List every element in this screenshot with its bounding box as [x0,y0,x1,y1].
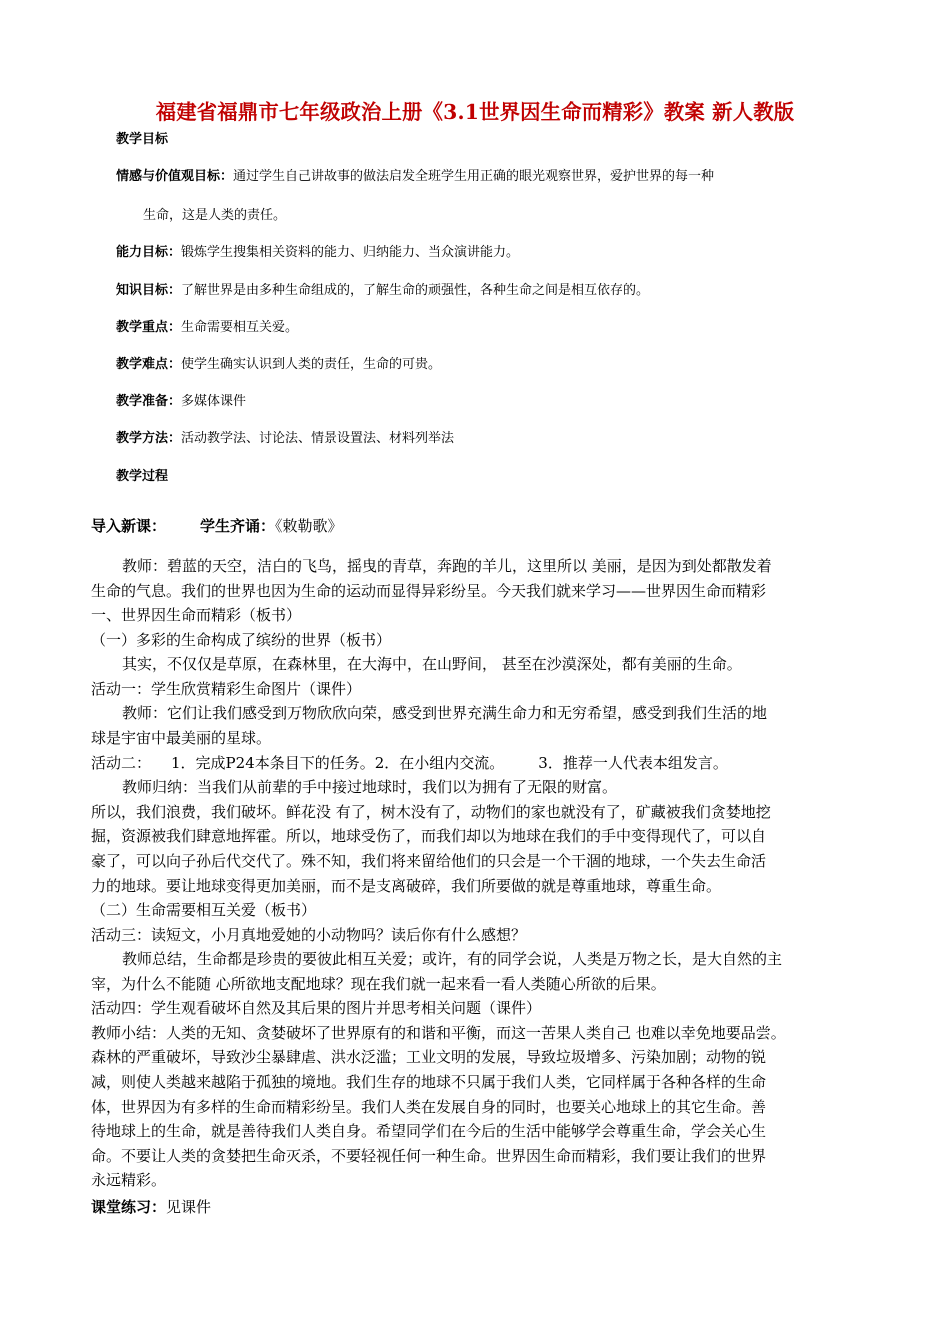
body-line: 命。不要让人类的贪婪把生命灭杀，不要轻视任何一种生命。世界因生命而精彩，我们要让我们的世界 [91,1147,767,1165]
key-point-line [116,318,298,338]
body-line: 其实，不仅仅是草原，在森林里，在大海中，在山野间， 甚至在沙漠深处，都有美丽的生命。 [122,655,742,673]
body-line: 教师小结：人类的无知、贪婪破坏了世界原有的和谐和平衡，而这一苦果人类自己 也难以幸免地要品尝。 [91,1024,786,1042]
body-line: 生命的气息。我们的世界也因为生命的运动而显得异彩纷呈。今天我们就来学习——世界因生命而精彩 [91,582,767,600]
difficulty-line [116,355,441,375]
body-line: 教师总结，生命都是珍贵的要彼此相互关爱；或许，有的同学会说，人类是万物之长，是大自然的主 [122,950,783,968]
body-line: 力的地球。要让地球变得更加美丽，而不是支离破碎，我们所要做的就是尊重地球，尊重生命。 [91,877,722,895]
method-label: 教学方法： [116,431,182,446]
method-text: 活动教学法、讨论法、情景设置法、材料列举法 [181,431,455,446]
difficulty-text: 使学生确实认识到人类的责任，生命的可贵。 [181,357,442,372]
body-line: 掘，资源被我们肆意地挥霍。所以，地球受伤了，而我们却以为地球在我们的手中变得现代了，可以自 [91,827,767,845]
activity-two-report: 3．推荐一人代表本组发言。 [538,754,728,772]
body-line: 森林的严重破坏，导致沙尘暴肆虐、洪水泛滥；工业文明的发展，导致垃圾增多、污染加剧；动物的锐 [91,1048,767,1066]
activity-line: 活动一：学生欣赏精彩生命图片（课件） [91,680,362,698]
body-line: 教师归纳：当我们从前辈的手中接过地球时，我们以为拥有了无限的财富。 [122,778,618,796]
method-line [116,429,454,449]
body-line: 教师：它们让我们感受到万物欣欣向荣，感受到世界充满生命力和无穷希望，感受到我们生活的地 [122,704,768,722]
emotion-goal-line [116,167,714,187]
ability-goal-line [116,243,519,263]
activity-line [91,753,728,773]
body-line: 体，世界因为有多样的生命而精彩纷呈。我们人类在发展自身的同时，也要关心地球上的其它生命。善 [91,1098,767,1116]
body-line: 教师：碧蓝的天空，洁白的飞鸟，摇曳的青草，奔跑的羊儿，这里所以 美丽，是因为到处都散发着 [122,557,772,575]
knowledge-goal-text: 了解世界是由多种生命组成的，了解生命的顽强性，各种生命之间是相互依存的。 [181,283,650,298]
body-line: 球是宇宙中最美丽的星球。 [91,729,272,747]
difficulty-label: 教学难点： [116,357,182,372]
process-heading: 教学过程 [116,469,169,484]
ability-goal-text: 锻炼学生搜集相关资料的能力、归纳能力、当众演讲能力。 [181,245,520,260]
preparation-line [116,392,246,412]
intro-label: 导入新课： [91,517,167,535]
intro-line [91,516,343,536]
activity-two-label: 活动二： [91,754,152,772]
emotion-goal-label: 情感与价值观目标： [116,169,234,184]
practice-text: 见课件 [166,1198,212,1216]
recite-text: 《敕勒歌》 [275,517,343,535]
ability-goal-label: 能力目标： [116,245,182,260]
body-line: 宰，为什么不能随 心所欲地支配地球？现在我们就一起来看一看人类随心所欲的后果。 [91,975,666,993]
document-title: 福建省福鼎市七年级政治上册《3.1世界因生命而精彩》教案 新人教版 [155,100,795,124]
knowledge-goal-line [116,281,649,301]
knowledge-goal-label: 知识目标： [116,283,182,298]
teaching-goals-heading: 教学目标 [116,132,169,147]
key-point-text: 生命需要相互关爱。 [181,320,299,335]
practice-line [91,1197,211,1217]
preparation-label: 教学准备： [116,394,182,409]
body-line: 所以，我们浪费，我们破坏。鲜花没 有了，树木没有了，动物们的家也就没有了，矿藏被我们贪婪地挖 [91,803,771,821]
emotion-goal-continuation: 生命，这是人类的责任。 [143,208,287,223]
activity-line: 活动四：学生观看破坏自然及其后果的图片并思考相关问题（课件） [91,999,542,1017]
section-heading: 一、世界因生命而精彩（板书） [91,606,302,624]
activity-two-tasks: 1．完成P24本条目下的任务。2．在小组内交流。 [171,754,505,772]
key-point-label: 教学重点： [116,320,182,335]
practice-label: 课堂练习： [91,1198,167,1216]
emotion-goal-text: 通过学生自己讲故事的做法启发全班学生用正确的眼光观察世界，爱护世界的每一种 [233,169,715,184]
body-line: 待地球上的生命，就是善待我们人类自身。希望同学们在今后的生活中能够学会尊重生命，学会关心生 [91,1122,767,1140]
recite-label: 学生齐诵： [200,517,276,535]
subsection-heading: （一）多彩的生命构成了缤纷的世界（板书） [91,631,392,649]
preparation-text: 多媒体课件 [181,394,247,409]
subsection-heading: （二）生命需要相互关爱（板书） [91,901,317,919]
body-line: 豪了，可以向子孙后代交代了。殊不知，我们将来留给他们的只会是一个干涸的地球，一个失去生命活 [91,852,767,870]
activity-line: 活动三：读短文，小月真地爱她的小动物吗？读后你有什么感想？ [91,926,527,944]
body-line: 永远精彩。 [91,1171,167,1189]
body-line: 减，则使人类越来越陷于孤独的境地。我们生存的地球不只属于我们人类，它同样属于各种各样的生命 [91,1073,767,1091]
